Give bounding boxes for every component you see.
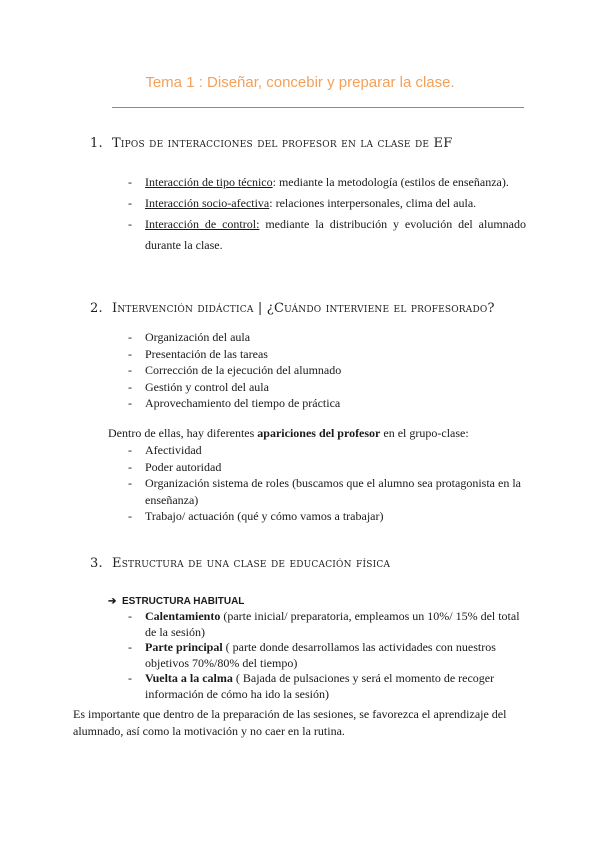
section-3-number: 3. <box>90 556 103 571</box>
list-item: - Afectividad <box>128 442 526 459</box>
item-label: Vuelta a la calma <box>145 671 233 685</box>
item-text: ( Bajada de pulsaciones y será el momento de recoger información de cómo ha ido la sesión) <box>145 671 495 701</box>
list-item: - Organización sistema de roles (buscamos que el alumno sea protagonista en la enseñanza) <box>128 475 526 508</box>
list-item: - Corrección de la ejecución del alumnado <box>128 362 526 379</box>
arrow-icon: ➔ <box>108 596 117 607</box>
list-item: - Poder autoridad <box>128 459 526 476</box>
list-item <box>128 640 526 671</box>
closing-paragraph: Es importante que dentro de la preparación de las sesiones, se favorezca el aprendizaje del alumnado, así como la motivación y no caer en la rutina. <box>73 707 507 738</box>
section-1-list <box>128 172 526 256</box>
section-2-title: Intervención didáctica | ¿Cuándo interviene el profesorado? <box>112 301 495 316</box>
subheading-text: ESTRUCTURA HABITUAL <box>122 596 245 607</box>
list-item <box>128 609 526 640</box>
item-label: Parte principal <box>145 640 223 654</box>
intro-text: Dentro de ellas, hay diferentes <box>108 426 258 440</box>
section-2-intro <box>108 426 469 441</box>
list-item: - Trabajo/ actuación (qué y cómo vamos a trabajar) <box>128 508 526 525</box>
item-text: mediante la distribución y evolución del alumnado durante la clase. <box>145 217 526 252</box>
section-2-list <box>128 329 526 412</box>
list-item <box>128 671 526 702</box>
list-item: - Gestión y control del aula <box>128 379 526 396</box>
section-1-heading <box>90 136 452 151</box>
list-item <box>128 172 526 193</box>
section-3-list <box>128 609 526 702</box>
section-2-heading <box>90 301 495 316</box>
document-title: Tema 1 : Diseñar, concebir y preparar la clase. <box>145 74 455 91</box>
section-1-title: Tipos de interacciones del profesor en la clase de EF <box>112 136 453 151</box>
list-item: - Presentación de las tareas <box>128 346 526 363</box>
subheading <box>108 596 244 607</box>
item-label: Calentamiento <box>145 609 221 623</box>
list-item: - Organización del aula <box>128 329 526 346</box>
intro-bold: apariciones del profesor <box>257 426 381 440</box>
list-item <box>128 193 526 214</box>
section-3-title: Estructura de una clase de educación física <box>112 556 391 571</box>
item-text: : mediante la metodología (estilos de enseñanza). <box>272 175 509 189</box>
title-divider <box>112 107 524 108</box>
intro-text-end: en el grupo-clase: <box>380 426 469 440</box>
item-text: : relaciones interpersonales, clima del aula. <box>269 196 477 210</box>
section-2-number: 2. <box>90 301 103 316</box>
item-label: Interacción de control: <box>145 217 260 231</box>
section-1-number: 1. <box>90 136 103 151</box>
item-label: Interacción de tipo técnico <box>145 175 273 189</box>
list-item: - Aprovechamiento del tiempo de práctica <box>128 395 526 412</box>
section-2-list-2 <box>128 442 526 525</box>
item-text: (parte inicial/ preparatoria, empleamos un 10%/ 15% del total de la sesión) <box>145 609 520 639</box>
item-label: Interacción socio-afectiva <box>145 196 270 210</box>
item-text: ( parte donde desarrollamos las actividades con nuestros objetivos 70%/80% del tiempo) <box>145 640 496 670</box>
section-3-heading <box>90 556 390 571</box>
list-item <box>128 214 526 256</box>
